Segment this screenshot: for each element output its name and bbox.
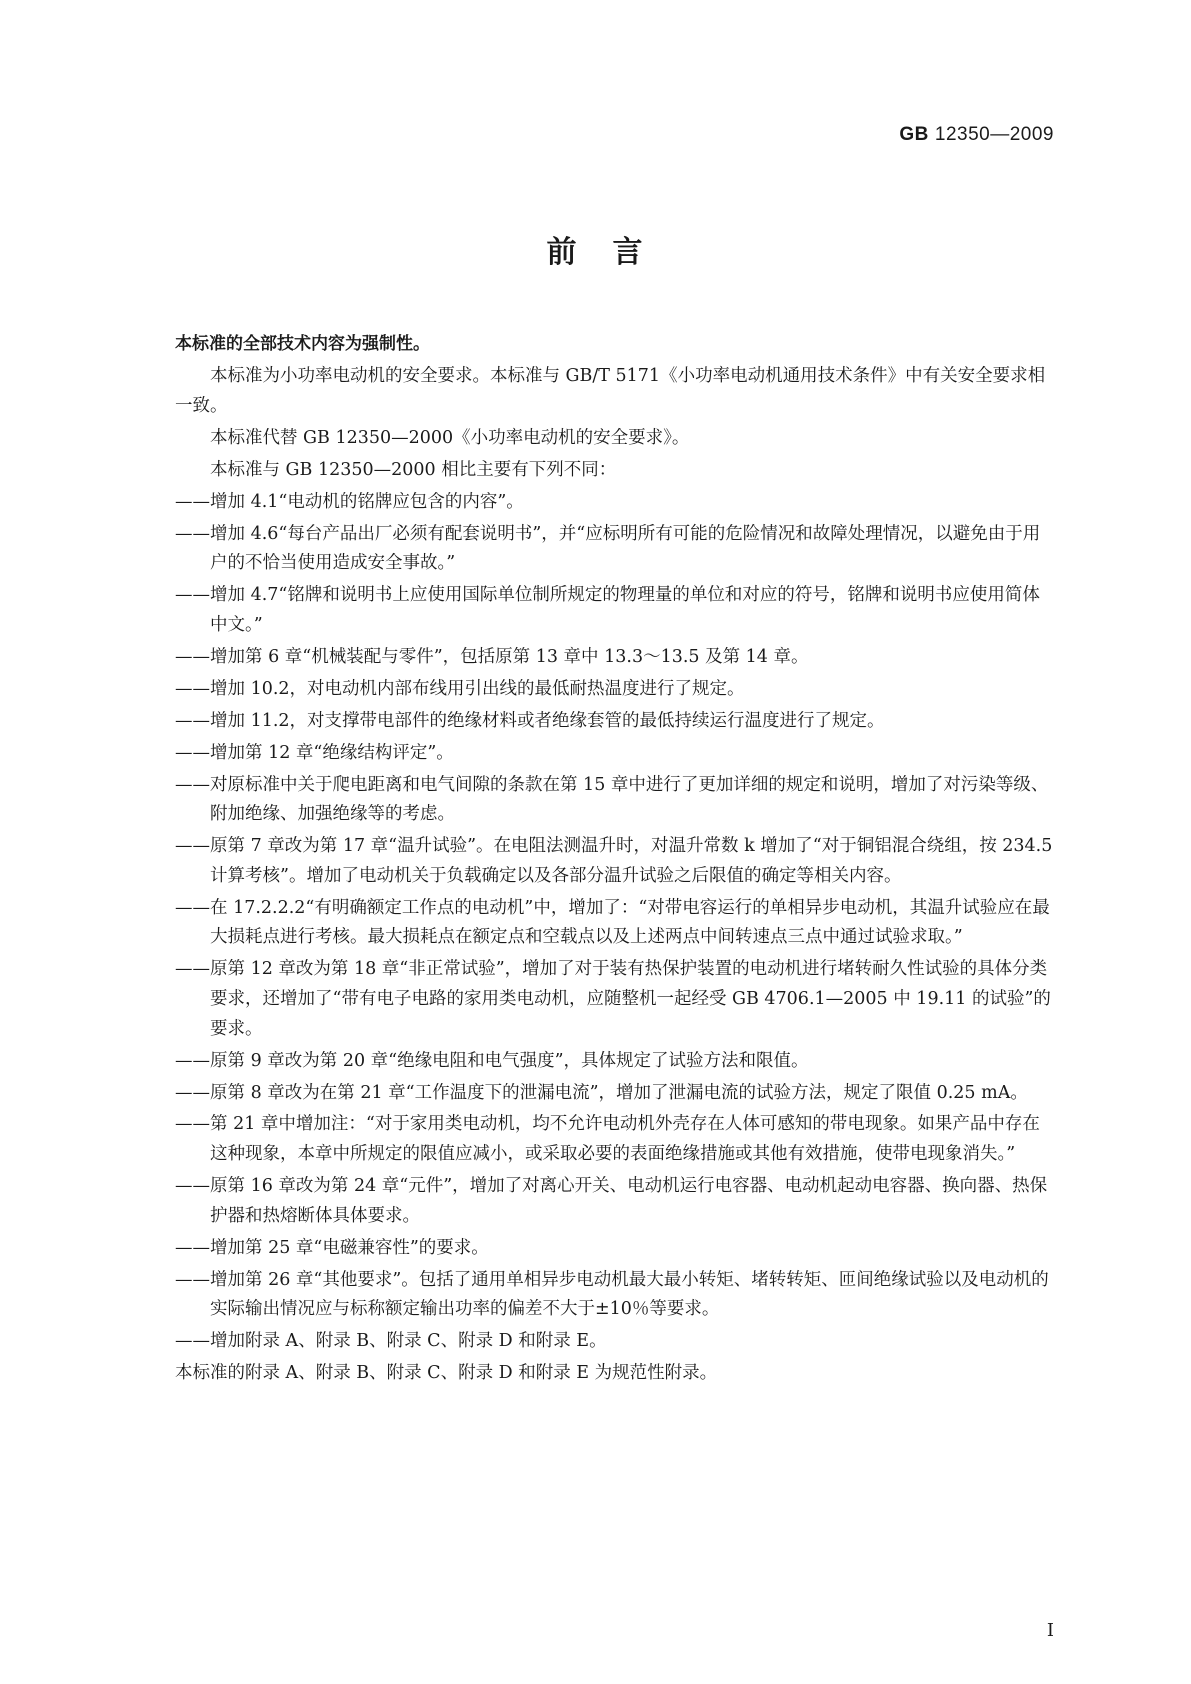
dash-marker: ——: [175, 836, 210, 857]
change-text: 增加 4.1“电动机的铭牌应包含的内容”。: [210, 491, 524, 512]
paragraph-differences-intro: 本标准与 GB 12350—2000 相比主要有下列不同：: [210, 459, 617, 480]
page-number: I: [1046, 1620, 1054, 1641]
dash-marker: ——: [175, 710, 210, 731]
change-text: 增加第 12 章“绝缘结构评定”。: [210, 742, 454, 763]
mandatory-statement: 本标准的全部技术内容为强制性。: [175, 334, 430, 354]
change-item: [175, 771, 1055, 830]
change-item: [175, 1110, 1055, 1169]
change-text: 原第 16 章改为第 24 章“元件”，增加了对离心开关、电动机运行电容器、电动机起动电容器、换向器、热保护器和热熔断体具体要求。: [210, 1176, 1048, 1226]
standard-code: [899, 124, 1054, 146]
change-item: [175, 488, 1055, 518]
change-text: 在 17.2.2.2“有明确额定工作点的电动机”中，增加了：“对带电容运行的单相异步电动机，其温升试验应在最大损耗点进行考核。最大损耗点在额定点和空载点以及上述两点中间转速点三点中通过试验求取。”: [210, 897, 1050, 948]
change-item: [175, 581, 1055, 640]
dash-marker: ——: [175, 742, 210, 763]
dash-marker: ——: [175, 1176, 210, 1197]
change-item: [175, 1327, 1055, 1357]
change-item: [175, 1047, 1055, 1077]
dash-marker: ——: [175, 678, 210, 699]
change-item: [175, 707, 1055, 737]
dash-marker: ——: [175, 1050, 210, 1071]
standard-prefix: GB: [899, 124, 929, 145]
change-text: 增加第 6 章“机械装配与零件”，包括原第 13 章中 13.3～13.5 及第 14 章。: [210, 646, 809, 667]
change-text: 增加第 25 章“电磁兼容性”的要求。: [210, 1237, 489, 1258]
dash-marker: ——: [175, 1237, 210, 1258]
change-text: 增加 4.6“每台产品出厂必须有配套说明书”，并“应标明所有可能的危险情况和故障处理情况，以避免由于用户的不恰当使用造成安全事故。”: [210, 523, 1041, 574]
change-item: [175, 643, 1055, 673]
change-text: 增加附录 A、附录 B、附录 C、附录 D 和附录 E。: [210, 1331, 607, 1352]
change-item: [175, 739, 1055, 769]
page-title: [0, 227, 1191, 271]
change-item: [175, 675, 1055, 705]
dash-marker: ——: [175, 1269, 210, 1290]
change-text: 增加 10.2，对电动机内部布线用引出线的最低耐热温度进行了规定。: [210, 678, 745, 699]
change-item: [175, 955, 1055, 1044]
dash-marker: ——: [175, 1331, 210, 1352]
change-text: 对原标准中关于爬电距离和电气间隙的条款在第 15 章中进行了更加详细的规定和说明，增加了对污染等级、附加绝缘、加强绝缘等的考虑。: [210, 774, 1049, 825]
paragraph-annexes: 本标准的附录 A、附录 B、附录 C、附录 D 和附录 E 为规范性附录。: [175, 1363, 718, 1384]
dash-marker: ——: [175, 491, 210, 512]
paragraph-replaces: 本标准代替 GB 12350—2000《小功率电动机的安全要求》。: [210, 427, 690, 448]
change-item: [175, 1172, 1055, 1231]
change-text: 增加第 26 章“其他要求”。包括了通用单相异步电动机最大最小转矩、堵转转矩、匝间绝缘试验以及电动机的实际输出情况应与标称额定输出功率的偏差不大于±10％等要求。: [210, 1269, 1049, 1320]
changes-list: [175, 488, 1055, 1357]
change-text: 增加 11.2，对支撑带电部件的绝缘材料或者绝缘套管的最低持续运行温度进行了规定。: [210, 710, 885, 731]
standard-number: 12350—2009: [934, 124, 1054, 145]
dash-marker: ——: [175, 523, 210, 544]
foreword-body: [175, 330, 1055, 1389]
change-text: 增加 4.7“铭牌和说明书上应使用国际单位制所规定的物理量的单位和对应的符号，铭牌和说明书应使用简体中文。”: [210, 585, 1040, 635]
title-char-1: 前: [546, 235, 579, 270]
change-text: 原第 7 章改为第 17 章“温升试验”。在电阻法测温升时，对温升常数 k 增加了“对于铜铝混合绕组，按 234.5 计算考核”。增加了电动机关于负载确定以及各部分温升试验之后限值的确定等相关内容。: [210, 836, 1053, 886]
dash-marker: ——: [175, 585, 210, 606]
change-item: [175, 832, 1055, 891]
change-item: [175, 1234, 1055, 1264]
title-char-2: 言: [612, 235, 645, 270]
paragraph-scope: 本标准为小功率电动机的安全要求。本标准与 GB/T 5171《小功率电动机通用技术条件》中有关安全要求相一致。: [175, 365, 1046, 416]
change-item: [175, 1266, 1055, 1325]
change-text: 第 21 章中增加注：“对于家用类电动机，均不允许电动机外壳存在人体可感知的带电现象。如果产品中存在这种现象，本章中所规定的限值应减小，或采取必要的表面绝缘措施或其他有效措施，使带电现象消失。”: [210, 1114, 1040, 1165]
change-item: [175, 894, 1055, 953]
change-text: 原第 8 章改为在第 21 章“工作温度下的泄漏电流”，增加了泄漏电流的试验方法，规定了限值 0.25 mA。: [210, 1082, 1028, 1103]
dash-marker: ——: [175, 1082, 210, 1103]
change-text: 原第 9 章改为第 20 章“绝缘电阻和电气强度”，具体规定了试验方法和限值。: [210, 1050, 809, 1071]
dash-marker: ——: [175, 897, 210, 918]
dash-marker: ——: [175, 646, 210, 667]
dash-marker: ——: [175, 959, 210, 980]
change-item: [175, 520, 1055, 579]
change-item: [175, 1079, 1055, 1109]
dash-marker: ——: [175, 774, 210, 795]
change-text: 原第 12 章改为第 18 章“非正常试验”，增加了对于装有热保护装置的电动机进行堵转耐久性试验的具体分类要求，还增加了“带有电子电路的家用类电动机，应随整机一起经受 GB 4706.1—2005 中 19.11 的试验”的要求。: [210, 959, 1051, 1039]
dash-marker: ——: [175, 1114, 210, 1135]
